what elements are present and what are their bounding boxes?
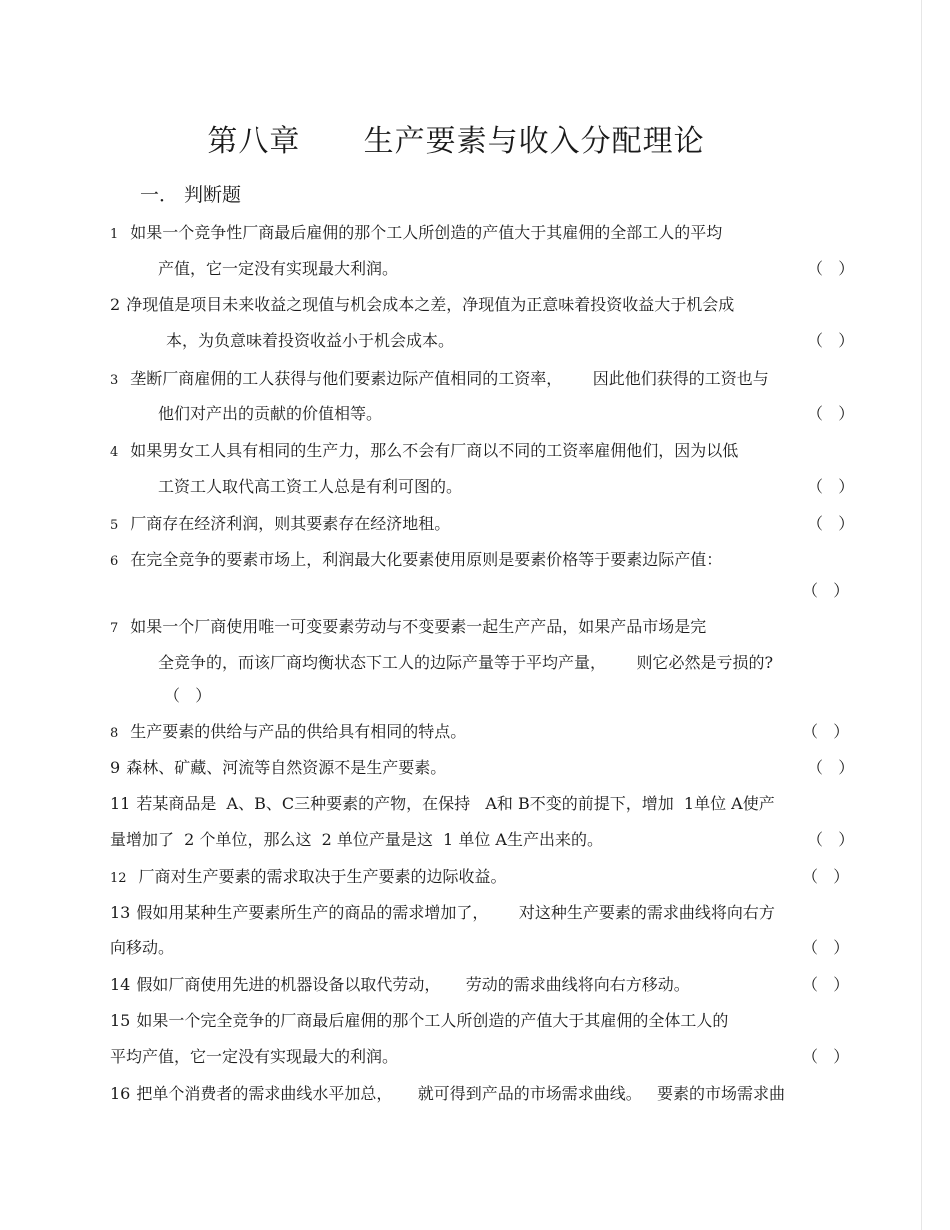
question-7-line-1: 7 如果一个厂商使用唯一可变要素劳动与不变要素一起生产产品，如果产品市场是完 bbox=[110, 617, 707, 636]
answer-blank[interactable]: （ ） bbox=[802, 975, 850, 994]
question-13-line-1: 13 假如用某种生产要素所生产的商品的需求增加了， 对这种生产要素的需求曲线将向右方 bbox=[110, 903, 775, 922]
question-3-line-2: 他们对产出的贡献的价值相等。 bbox=[158, 404, 383, 423]
question-16-line-1: 16 把单个消费者的需求曲线水平加总， 就可得到产品的市场需求曲线。 要素的市场需求曲 bbox=[110, 1084, 786, 1103]
section-heading: 一． 判断题 bbox=[140, 184, 242, 206]
question-number: 6 bbox=[110, 554, 119, 569]
question-9-line-1: 9 森林、矿藏、河流等自然资源不是生产要素。 bbox=[110, 758, 447, 777]
question-number: 11 bbox=[110, 794, 131, 813]
answer-blank[interactable]: （ ） bbox=[164, 686, 212, 705]
answer-blank[interactable]: （ ） bbox=[802, 1047, 850, 1066]
question-8-line-1: 8 生产要素的供给与产品的供给具有相同的特点。 bbox=[110, 722, 467, 741]
question-number: 1 bbox=[110, 227, 119, 242]
question-13-line-2: 向移动。 bbox=[110, 938, 175, 957]
question-number: 3 bbox=[110, 373, 119, 388]
question-11-line-1: 11 若某商品是 A、B、C三种要素的产物，在保持 A和 B不变的前提下，增加 1单位 A使产 bbox=[110, 794, 775, 813]
question-number: 5 bbox=[110, 518, 119, 533]
question-4-line-2: 工资工人取代高工资工人总是有利可图的。 bbox=[158, 477, 463, 496]
question-14-line-1: 14 假如厂商使用先进的机器设备以取代劳动， 劳动的需求曲线将向右方移动。 bbox=[110, 975, 690, 994]
question-number: 15 bbox=[110, 1011, 131, 1030]
question-number: 8 bbox=[110, 726, 119, 741]
answer-blank[interactable]: （ ） bbox=[807, 404, 855, 423]
question-6-line-1: 6 在完全竞争的要素市场上，利润最大化要素使用原则是要素价格等于要素边际产值： bbox=[110, 550, 723, 569]
answer-blank[interactable]: （ ） bbox=[807, 477, 855, 496]
question-12-line-1: 12 厂商对生产要素的需求取决于生产要素的边际收益。 bbox=[110, 867, 507, 886]
question-15-line-1: 15 如果一个完全竞争的厂商最后雇佣的那个工人所创造的产值大于其雇佣的全体工人的 bbox=[110, 1011, 729, 1030]
question-3-line-1: 3 垄断厂商雇佣的工人获得与他们要素边际产值相同的工资率， 因此他们获得的工资也与 bbox=[110, 369, 769, 388]
question-1-line-2: 产值，它一定没有实现最大利润。 bbox=[158, 259, 399, 278]
answer-blank[interactable]: （ ） bbox=[807, 758, 855, 777]
answer-blank[interactable]: （ ） bbox=[802, 938, 850, 957]
question-number: 14 bbox=[110, 975, 131, 994]
question-number: 2 bbox=[110, 295, 121, 314]
question-5-line-1: 5 厂商存在经济利润，则其要素存在经济地租。 bbox=[110, 514, 451, 533]
page-edge bbox=[921, 0, 922, 1230]
question-4-line-1: 4 如果男女工人具有相同的生产力，那么不会有厂商以不同的工资率雇佣他们，因为以低 bbox=[110, 441, 739, 460]
question-11-line-2: 量增加了 2 个单位，那么这 2 单位产量是这 1 单位 A生产出来的。 bbox=[110, 830, 603, 849]
question-number: 4 bbox=[110, 445, 119, 460]
question-number: 16 bbox=[110, 1084, 131, 1103]
chapter-title: 第八章 生产要素与收入分配理论 bbox=[207, 124, 705, 159]
question-number: 13 bbox=[110, 903, 131, 922]
question-15-line-2: 平均产值，它一定没有实现最大的利润。 bbox=[110, 1047, 399, 1066]
question-1-line-1: 1 如果一个竞争性厂商最后雇佣的那个工人所创造的产值大于其雇佣的全部工人的平均 bbox=[110, 223, 723, 242]
answer-blank[interactable]: （ ） bbox=[807, 259, 855, 278]
question-7-line-2: 全竞争的，而该厂商均衡状态下工人的边际产量等于平均产量， 则它必然是亏损的? bbox=[158, 653, 774, 672]
question-number: 7 bbox=[110, 621, 119, 636]
question-number: 12 bbox=[110, 871, 127, 886]
answer-blank[interactable]: （ ） bbox=[802, 581, 850, 600]
answer-blank[interactable]: （ ） bbox=[807, 514, 855, 533]
question-2-line-2: 本，为负意味着投资收益小于机会成本。 bbox=[166, 331, 455, 350]
question-number: 9 bbox=[110, 758, 121, 777]
question-2-line-1: 2 净现值是项目未来收益之现值与机会成本之差，净现值为正意味着投资收益大于机会成 bbox=[110, 295, 735, 314]
answer-blank[interactable]: （ ） bbox=[807, 331, 855, 350]
answer-blank[interactable]: （ ） bbox=[807, 830, 855, 849]
answer-blank[interactable]: （ ） bbox=[802, 722, 850, 741]
answer-blank[interactable]: （ ） bbox=[802, 867, 850, 886]
